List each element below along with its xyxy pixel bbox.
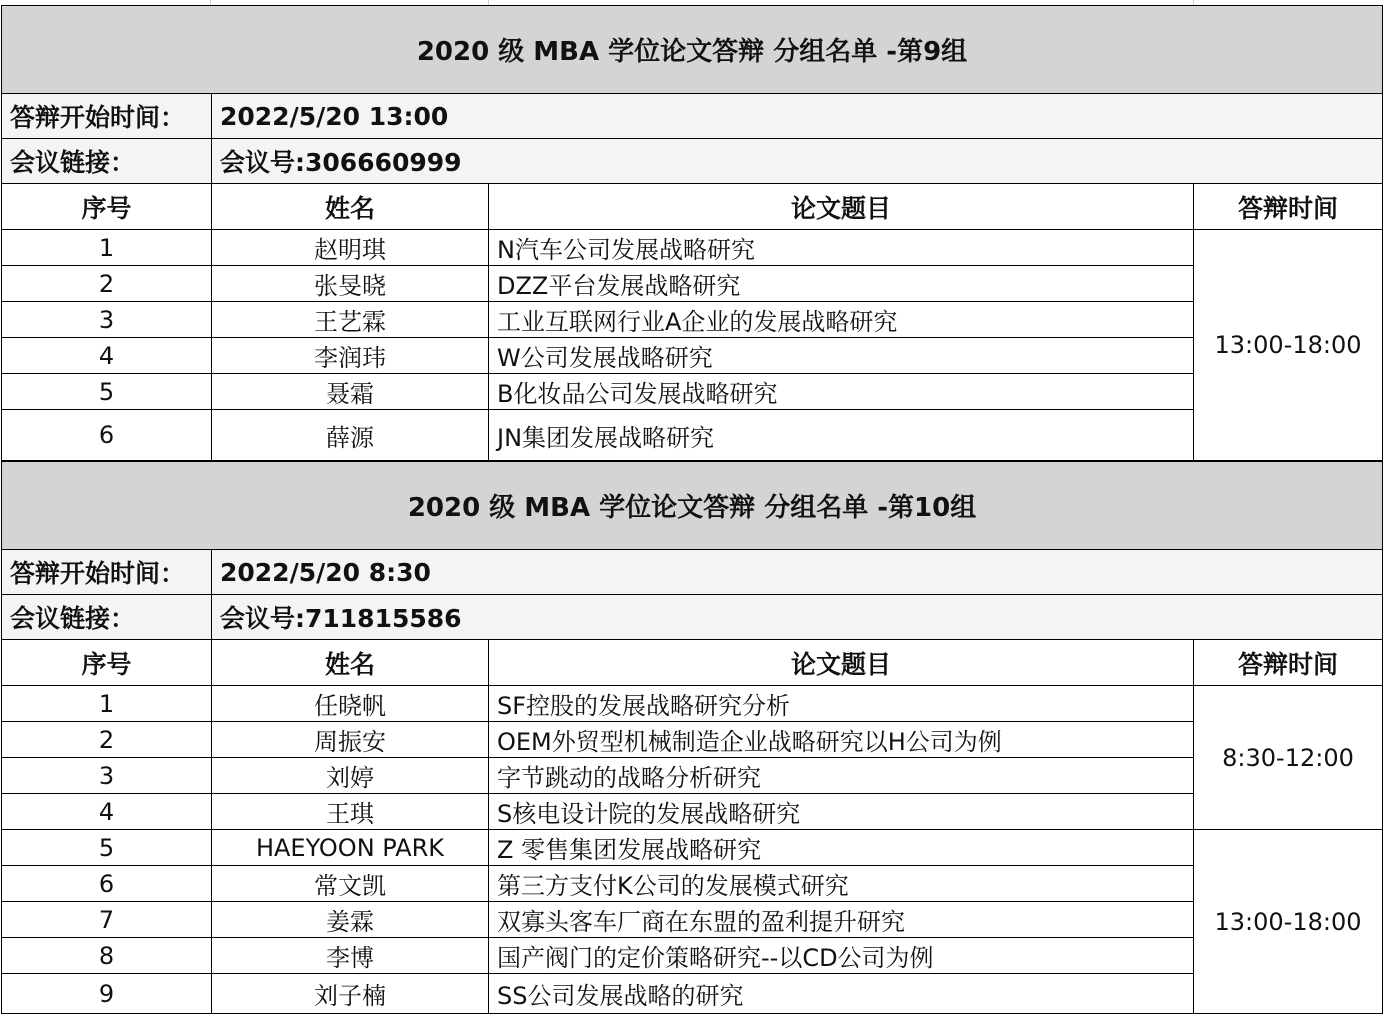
group-10-table: [1, 461, 1383, 1014]
table-row: [2, 302, 1383, 338]
table-row: [2, 866, 1383, 902]
table-row: [2, 686, 1383, 722]
row-no: 5: [2, 374, 212, 410]
row-name: 常文凯: [212, 866, 489, 902]
row-name: 李博: [212, 938, 489, 974]
row-topic: JN集团发展战略研究: [489, 410, 1194, 461]
table-row: [2, 230, 1383, 266]
row-topic: SF控股的发展战略研究分析: [489, 686, 1194, 722]
row-no: 1: [2, 686, 212, 722]
row-no: 5: [2, 830, 212, 866]
defense-time-afternoon: 13:00-18:00: [1194, 830, 1383, 1014]
row-no: 1: [2, 230, 212, 266]
row-topic: OEM外贸型机械制造企业战略研究以H公司为例: [489, 722, 1194, 758]
row-name: 刘子楠: [212, 974, 489, 1014]
defense-time-morning: 8:30-12:00: [1194, 686, 1383, 830]
table-row: [2, 902, 1383, 938]
row-topic: B化妆品公司发展战略研究: [489, 374, 1194, 410]
row-no: 9: [2, 974, 212, 1014]
header-no: 序号: [2, 184, 212, 230]
header-no: 序号: [2, 640, 212, 686]
row-topic: Z 零售集团发展战略研究: [489, 830, 1194, 866]
row-topic: N汽车公司发展战略研究: [489, 230, 1194, 266]
row-topic: S核电设计院的发展战略研究: [489, 794, 1194, 830]
row-name: 李润玮: [212, 338, 489, 374]
table-row: [2, 830, 1383, 866]
row-topic: SS公司发展战略的研究: [489, 974, 1194, 1014]
meeting-link-label: 会议链接：: [2, 139, 212, 184]
row-no: 4: [2, 794, 212, 830]
row-topic: 国产阀门的定价策略研究--以CD公司为例: [489, 938, 1194, 974]
table-row: [2, 758, 1383, 794]
table-row: [2, 410, 1383, 461]
start-time-value: 2022/5/20 13:00: [212, 94, 1383, 139]
group-title: 2020 级 MBA 学位论文答辩 分组名单 -第9组: [2, 6, 1383, 94]
row-no: 2: [2, 266, 212, 302]
table-row: [2, 338, 1383, 374]
group-title: 2020 级 MBA 学位论文答辩 分组名单 -第10组: [2, 462, 1383, 550]
table-row: [2, 794, 1383, 830]
row-name: 王琪: [212, 794, 489, 830]
row-topic: 双寡头客车厂商在东盟的盈利提升研究: [489, 902, 1194, 938]
row-name: 聂霜: [212, 374, 489, 410]
row-name: 任晓帆: [212, 686, 489, 722]
row-topic: W公司发展战略研究: [489, 338, 1194, 374]
table-row: [2, 374, 1383, 410]
header-time: 答辩时间: [1194, 184, 1383, 230]
start-time-value: 2022/5/20 8:30: [212, 550, 1383, 595]
header-name: 姓名: [212, 640, 489, 686]
meeting-link-label: 会议链接：: [2, 595, 212, 640]
start-time-label: 答辩开始时间：: [2, 94, 212, 139]
row-topic: DZZ平台发展战略研究: [489, 266, 1194, 302]
row-no: 3: [2, 302, 212, 338]
row-name: HAEYOON PARK: [212, 830, 489, 866]
header-time: 答辩时间: [1194, 640, 1383, 686]
table-row: [2, 974, 1383, 1014]
header-topic: 论文题目: [489, 640, 1194, 686]
meeting-link-value: 会议号:711815586: [212, 595, 1383, 640]
row-name: 张旻晓: [212, 266, 489, 302]
row-no: 3: [2, 758, 212, 794]
row-name: 周振安: [212, 722, 489, 758]
header-topic: 论文题目: [489, 184, 1194, 230]
group-9-table: [1, 5, 1383, 461]
row-topic: 工业互联网行业A企业的发展战略研究: [489, 302, 1194, 338]
row-name: 姜霖: [212, 902, 489, 938]
defense-time: 13:00-18:00: [1194, 230, 1383, 461]
header-name: 姓名: [212, 184, 489, 230]
row-name: 刘婷: [212, 758, 489, 794]
row-no: 7: [2, 902, 212, 938]
table-row: [2, 938, 1383, 974]
meeting-link-value: 会议号:306660999: [212, 139, 1383, 184]
row-no: 4: [2, 338, 212, 374]
row-name: 赵明琪: [212, 230, 489, 266]
row-topic: 第三方支付K公司的发展模式研究: [489, 866, 1194, 902]
table-row: [2, 266, 1383, 302]
row-no: 6: [2, 410, 212, 461]
row-no: 6: [2, 866, 212, 902]
start-time-label: 答辩开始时间：: [2, 550, 212, 595]
row-name: 王艺霖: [212, 302, 489, 338]
row-name: 薛源: [212, 410, 489, 461]
row-topic: 字节跳动的战略分析研究: [489, 758, 1194, 794]
row-no: 8: [2, 938, 212, 974]
table-row: [2, 722, 1383, 758]
row-no: 2: [2, 722, 212, 758]
